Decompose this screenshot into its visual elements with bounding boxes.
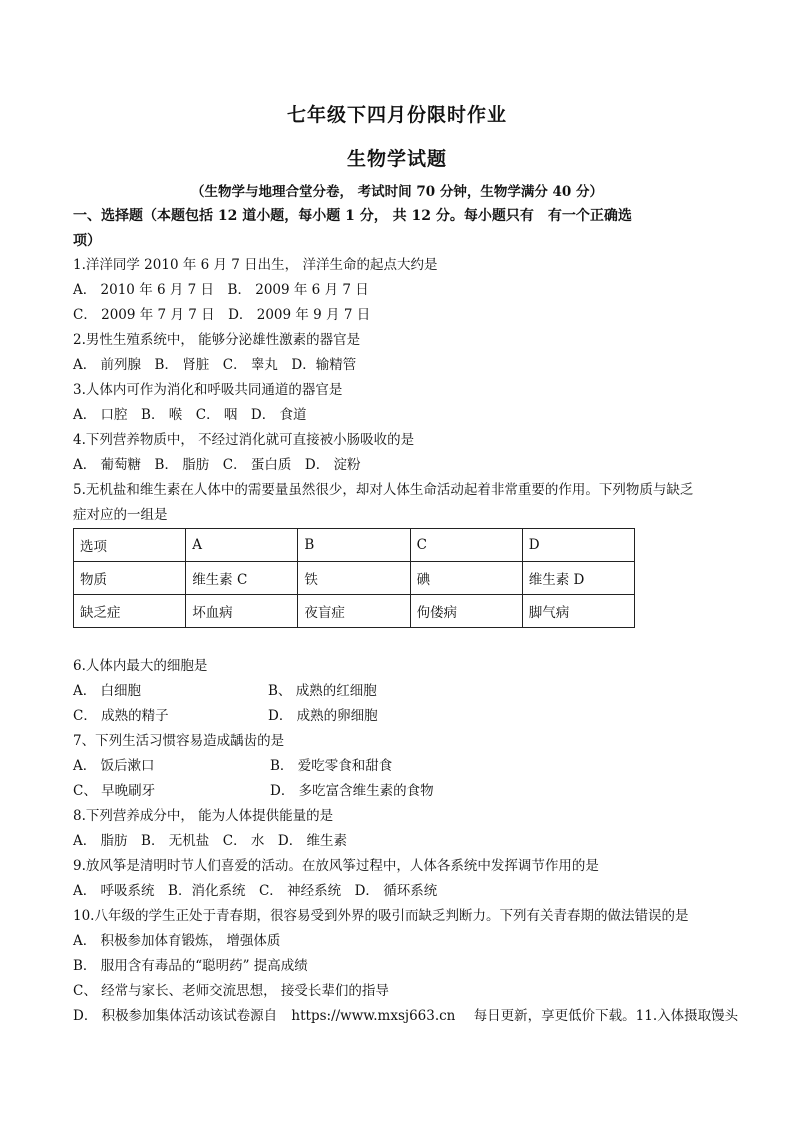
question-7-stem: 7、下列生活习惯容易造成龋齿的是	[73, 733, 285, 749]
question-8-stem: 8.下列营养成分中， 能为人体提供能量的是	[73, 808, 334, 824]
question-6-options-ab	[73, 681, 377, 701]
table-cell: 脚气病	[522, 595, 634, 628]
question-10-stem: 10.八年级的学生正处于青春期，很容易受到外界的吸引而缺乏判断力。下列有关青春期的做法错误的是	[73, 908, 689, 924]
question-3-options: A． 口腔 B． 喉 C． 咽 D． 食道	[73, 407, 307, 423]
table-cell: 佝偻病	[410, 595, 522, 628]
option-d-suffix: 每日更新，享更低价下载。11.入体摄取馒头	[473, 1008, 739, 1024]
question-10-option-b: B． 服用含有毒品的“聪明药” 提高成绩	[73, 958, 308, 974]
question-7-options-cd	[73, 781, 434, 801]
page-title: 七年级下四月份限时作业	[286, 104, 507, 126]
option-a: A． 饭后漱口	[73, 758, 155, 774]
question-6-options-cd	[73, 706, 378, 726]
option-c: C． 成熟的精子	[73, 708, 169, 724]
option-d: D． 成熟的卵细胞	[268, 708, 378, 724]
question-3-stem: 3.人体内可作为消化和呼吸共同通道的器官是	[73, 382, 343, 398]
question-6-stem: 6.人体内最大的细胞是	[73, 658, 208, 674]
question-7-options-ab	[73, 756, 392, 776]
question-4-stem: 4.下列营养物质中， 不经过消化就可直接被小肠吸收的是	[73, 432, 415, 448]
table-row	[74, 529, 635, 562]
option-d-text: D． 积极参加集体活动该试卷源自	[73, 1008, 278, 1024]
table-cell: C	[410, 529, 522, 562]
question-5-table	[73, 528, 635, 628]
question-1-options-ab: A． 2010 年 6 月 7 日 B． 2009 年 6 月 7 日	[73, 282, 369, 298]
table-cell: D	[522, 529, 634, 562]
table-cell: A	[186, 529, 298, 562]
source-link[interactable]: https://www.mxsj663.cn	[291, 1008, 456, 1024]
table-cell: 碘	[410, 562, 522, 595]
option-c: C、 早晚刷牙	[73, 783, 156, 799]
question-2-stem: 2.男性生殖系统中， 能够分泌雄性激素的器官是	[73, 332, 361, 348]
option-a: A． 白细胞	[73, 683, 142, 699]
table-cell: 缺乏症	[74, 595, 186, 628]
option-d: D． 多吃富含维生素的食物	[270, 783, 434, 799]
question-1-stem: 1.洋洋同学 2010 年 6 月 7 日出生， 洋洋生命的起点大约是	[73, 257, 438, 273]
option-b: B． 爱吃零食和甜食	[270, 758, 393, 774]
section-heading-line1: 一、选择题（本题包括 12 道小题，每小题 1 分， 共 12 分。每小题只有 有一个正确选	[73, 208, 632, 224]
table-cell: 物质	[74, 562, 186, 595]
question-2-options: A． 前列腺 B． 肾脏 C． 睾丸 D．输精管	[73, 357, 357, 373]
question-1-options-cd: C． 2009 年 7 月 7 日 D． 2009 年 9 月 7 日	[73, 307, 371, 323]
section-heading	[73, 204, 723, 254]
question-10-option-c: C、 经常与家长、老师交流思想， 接受长辈们的指导	[73, 983, 389, 999]
question-5-stem-line2: 症对应的一组是	[73, 507, 168, 523]
table-cell: 铁	[298, 562, 410, 595]
question-10-option-d	[73, 1006, 738, 1026]
table-row	[74, 595, 635, 628]
question-4-options: A． 葡萄糖 B． 脂肪 C． 蛋白质 D． 淀粉	[73, 457, 361, 473]
question-5-stem-line1: 5.无机盐和维生素在人体中的需要量虽然很少，却对人体生命活动起着非常重要的作用。下列物质与缺乏	[73, 482, 694, 498]
exam-note: （生物学与地理合堂分卷， 考试时间 70 分钟，生物学满分 40 分）	[190, 184, 604, 200]
question-10-option-a: A． 积极参加体育锻炼， 增强体质	[73, 933, 281, 949]
table-row	[74, 562, 635, 595]
question-9-options: A． 呼吸系统 B．消化系统 C． 神经系统 D． 循环系统	[73, 883, 438, 899]
table-cell: 维生素 D	[522, 562, 634, 595]
table-cell: 夜盲症	[298, 595, 410, 628]
section-heading-line2: 项）	[73, 233, 101, 249]
question-9-stem: 9.放风筝是清明时节人们喜爱的活动。在放风筝过程中，人体各系统中发挥调节作用的是	[73, 858, 599, 874]
question-8-options: A． 脂肪 B． 无机盐 C． 水 D． 维生素	[73, 833, 347, 849]
subject-title: 生物学试题	[346, 148, 447, 170]
table-cell: 选项	[74, 529, 186, 562]
table-cell: 维生素 C	[186, 562, 298, 595]
table-cell: 坏血病	[186, 595, 298, 628]
table-cell: B	[298, 529, 410, 562]
option-b: B、 成熟的红细胞	[268, 683, 377, 699]
